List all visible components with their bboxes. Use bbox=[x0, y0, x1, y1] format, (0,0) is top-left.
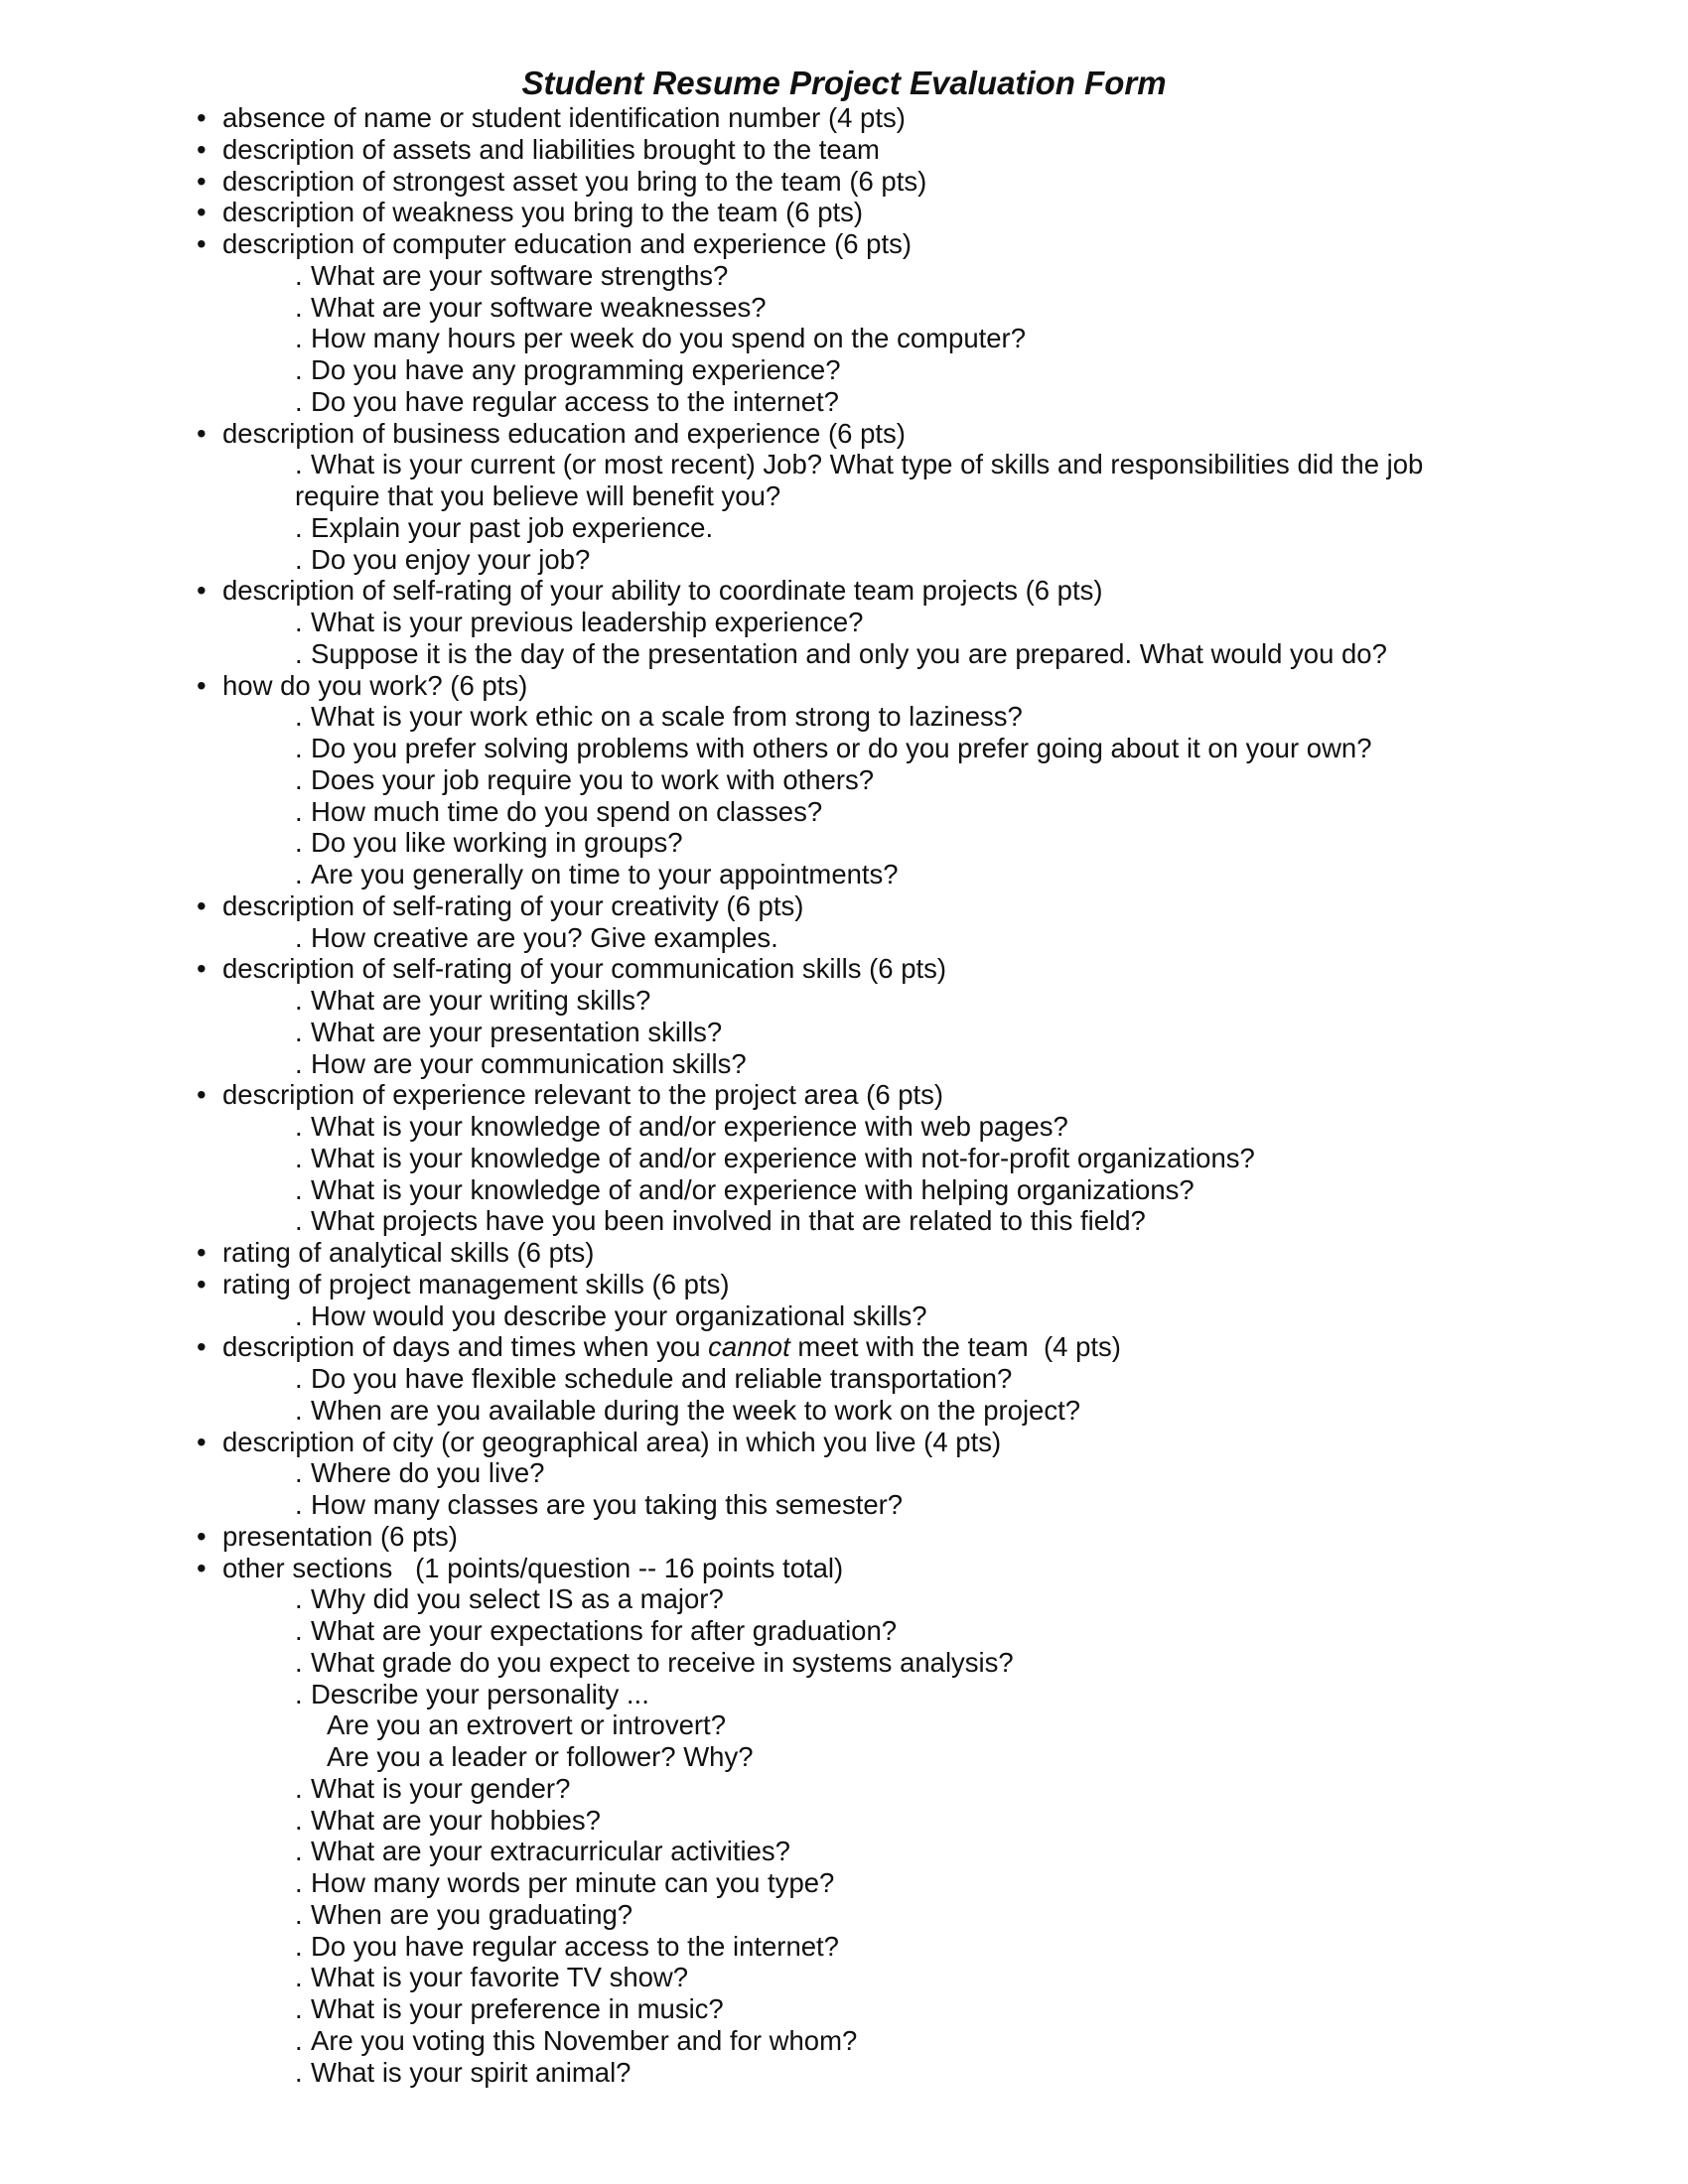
sub-question-text: Do you have regular access to the internet? bbox=[311, 385, 839, 417]
sub-marker: . bbox=[295, 291, 303, 323]
sub-question-list bbox=[0, 449, 1688, 575]
sub-marker: . bbox=[295, 1047, 303, 1079]
sub-question bbox=[0, 1048, 1437, 1080]
criterion-item bbox=[0, 890, 1688, 954]
sub-marker: . bbox=[295, 1962, 303, 1993]
sub-question-text: What are your hobbies? bbox=[311, 1804, 601, 1836]
criterion-text: description of weakness you bring to the team (6 pts) bbox=[222, 197, 864, 228]
sub-marker: . bbox=[295, 1173, 303, 1205]
criterion-text: presentation (6 pts) bbox=[222, 1520, 458, 1552]
sub-marker: . bbox=[295, 921, 303, 953]
sub-question-list bbox=[0, 701, 1688, 890]
sub-question bbox=[0, 512, 1437, 544]
sub-question bbox=[0, 859, 1437, 890]
criterion-item bbox=[0, 102, 1688, 134]
sub-question bbox=[0, 1773, 1437, 1805]
sub-marker: . bbox=[295, 511, 303, 543]
sub-question-list bbox=[0, 607, 1688, 670]
sub-question bbox=[0, 386, 1437, 418]
sub-question bbox=[0, 701, 1437, 733]
criterion-item bbox=[0, 1269, 1688, 1332]
criterion-text: description of business education and experience (6 pts) bbox=[222, 417, 906, 449]
sub-question-text: What are your software weaknesses? bbox=[311, 291, 767, 323]
sub-question-text: What projects have you been involved in that are related to this field? bbox=[311, 1205, 1146, 1237]
sub-question bbox=[0, 1457, 1437, 1489]
sub-marker: . bbox=[295, 449, 303, 480]
sub-question-detail: Are you an extrovert or introvert? bbox=[327, 1709, 726, 1741]
bullet-icon: • bbox=[197, 1079, 207, 1111]
sub-question-text: What is your favorite TV show? bbox=[311, 1962, 689, 1993]
sub-question bbox=[0, 260, 1437, 292]
criterion-text: description of self-rating of your creativity (6 pts) bbox=[222, 889, 804, 921]
sub-marker: . bbox=[295, 1583, 303, 1615]
sub-question-text: What is your current (or most recent) Job? What type of skills and responsibilities did the job require that you believe will benefit you? bbox=[295, 449, 1424, 511]
sub-marker: . bbox=[295, 323, 303, 354]
sub-question-text: What is your knowledge of and/or experience with not-for-profit organizations? bbox=[311, 1142, 1255, 1173]
sub-question bbox=[0, 1993, 1437, 2025]
criterion-text: description of assets and liabilities brought to the team bbox=[222, 133, 880, 165]
sub-question-text: Are you generally on time to your appointments? bbox=[311, 859, 899, 889]
sub-marker: . bbox=[295, 2056, 303, 2088]
criterion-item bbox=[0, 228, 1688, 418]
sub-question bbox=[0, 922, 1437, 954]
criteria-list bbox=[0, 102, 1688, 2088]
bullet-icon: • bbox=[197, 1426, 207, 1457]
criterion-item bbox=[0, 575, 1688, 669]
criterion-text bbox=[222, 1331, 1121, 1362]
sub-marker: . bbox=[295, 733, 303, 763]
sub-marker: . bbox=[295, 259, 303, 291]
criterion-text: description of self-rating of your communication skills (6 pts) bbox=[222, 953, 947, 985]
criterion-text-emphasis: cannot bbox=[708, 1331, 790, 1363]
sub-question bbox=[0, 1395, 1437, 1427]
criterion-item bbox=[0, 670, 1688, 890]
sub-marker: . bbox=[295, 1205, 303, 1237]
sub-question-text: Are you voting this November and for whom? bbox=[311, 2024, 858, 2056]
criterion-item bbox=[0, 166, 1688, 198]
sub-question-detail: Are you a leader or follower? Why? bbox=[327, 1741, 754, 1772]
sub-marker: . bbox=[295, 1993, 303, 2024]
sub-question bbox=[0, 2057, 1437, 2089]
sub-marker: . bbox=[295, 1772, 303, 1804]
sub-question-text: What are your software strengths? bbox=[311, 259, 729, 291]
sub-question bbox=[0, 1679, 1437, 1710]
bullet-icon: • bbox=[197, 1331, 207, 1363]
criterion-item bbox=[0, 1237, 1688, 1269]
sub-question bbox=[0, 1363, 1437, 1395]
criterion-text: other sections (1 points/question -- 16 points total) bbox=[222, 1552, 844, 1583]
criterion-item bbox=[0, 418, 1688, 576]
sub-question bbox=[0, 796, 1437, 828]
criterion-item bbox=[0, 953, 1688, 1079]
sub-question bbox=[0, 764, 1437, 796]
sub-question-text: How are your communication skills? bbox=[311, 1047, 747, 1079]
sub-question-text: What is your previous leadership experience? bbox=[311, 607, 864, 637]
bullet-icon: • bbox=[197, 889, 207, 921]
bullet-icon: • bbox=[197, 102, 207, 133]
sub-marker: . bbox=[295, 1804, 303, 1836]
bullet-icon: • bbox=[197, 417, 207, 449]
sub-question-text: Do you prefer solving problems with others or do you prefer going about it on your own? bbox=[311, 733, 1372, 763]
sub-question bbox=[0, 323, 1437, 354]
criterion-item bbox=[0, 1553, 1688, 2089]
sub-question bbox=[0, 1143, 1437, 1174]
bullet-icon: • bbox=[197, 1552, 207, 1583]
sub-question-text: Explain your past job experience. bbox=[311, 511, 714, 543]
sub-question-text: Do you have any programming experience? bbox=[311, 354, 841, 385]
criterion-item bbox=[0, 197, 1688, 228]
bullet-icon: • bbox=[197, 953, 207, 985]
sub-question bbox=[0, 1111, 1437, 1143]
sub-question-text: How creative are you? Give examples. bbox=[311, 921, 778, 953]
sub-marker: . bbox=[295, 763, 303, 795]
sub-question bbox=[0, 607, 1437, 638]
sub-question-text: What are your extracurricular activities? bbox=[311, 1836, 790, 1867]
criterion-text: description of strongest asset you bring to the team (6 pts) bbox=[222, 165, 927, 197]
sub-marker: . bbox=[295, 1836, 303, 1867]
sub-question-text: Describe your personality ... bbox=[311, 1678, 649, 1709]
sub-marker: . bbox=[295, 607, 303, 637]
sub-question-text: What is your preference in music? bbox=[311, 1993, 724, 2024]
sub-marker: . bbox=[295, 1898, 303, 1930]
sub-question bbox=[0, 733, 1437, 764]
bullet-icon: • bbox=[197, 133, 207, 165]
sub-marker: . bbox=[295, 1615, 303, 1646]
criterion-text-start: description of days and times when you bbox=[222, 1331, 709, 1363]
sub-marker: . bbox=[295, 1016, 303, 1047]
sub-question bbox=[0, 1174, 1437, 1206]
sub-question-text: Suppose it is the day of the presentation and only you are prepared. What would you do? bbox=[311, 637, 1387, 669]
sub-question-text: How much time do you spend on classes? bbox=[311, 795, 823, 827]
sub-marker: . bbox=[295, 1678, 303, 1709]
sub-marker: . bbox=[295, 354, 303, 385]
sub-marker: . bbox=[295, 827, 303, 859]
sub-question bbox=[0, 1836, 1437, 1867]
sub-question bbox=[0, 2025, 1437, 2057]
criterion-text: rating of project management skills (6 pts) bbox=[222, 1268, 730, 1299]
sub-question-list bbox=[0, 922, 1688, 954]
sub-question bbox=[0, 1615, 1437, 1647]
criterion-text: how do you work? (6 pts) bbox=[222, 669, 528, 701]
criterion-text: rating of analytical skills (6 pts) bbox=[222, 1237, 595, 1268]
sub-question-text: Do you have regular access to the internet? bbox=[311, 1930, 839, 1962]
bullet-icon: • bbox=[197, 1520, 207, 1552]
criterion-item bbox=[0, 1331, 1688, 1426]
sub-question-text: Do you have flexible schedule and reliable transportation? bbox=[311, 1363, 1013, 1394]
sub-marker: . bbox=[295, 1394, 303, 1426]
sub-question-list bbox=[0, 985, 1688, 1079]
page-title: Student Resume Project Evaluation Form bbox=[521, 65, 1167, 101]
criterion-text: description of experience relevant to the project area (6 pts) bbox=[222, 1079, 944, 1111]
sub-question-text: How would you describe your organizational skills? bbox=[311, 1299, 927, 1331]
sub-question-text: How many classes are you taking this semester? bbox=[311, 1489, 904, 1520]
sub-marker: . bbox=[295, 385, 303, 417]
sub-question bbox=[0, 1899, 1437, 1931]
sub-question-list bbox=[0, 260, 1688, 418]
criterion-text: description of self-rating of your ability to coordinate team projects (6 pts) bbox=[222, 575, 1103, 607]
sub-marker: . bbox=[295, 1457, 303, 1489]
sub-marker: . bbox=[295, 985, 303, 1016]
sub-question bbox=[0, 1017, 1437, 1048]
sub-marker: . bbox=[295, 1111, 303, 1142]
sub-question-text: What is your gender? bbox=[311, 1772, 571, 1804]
sub-marker: . bbox=[295, 701, 303, 733]
sub-question bbox=[0, 1805, 1437, 1837]
sub-question-text: What is your work ethic on a scale from strong to laziness? bbox=[311, 701, 1023, 733]
sub-question-text: How many hours per week do you spend on the computer? bbox=[311, 323, 1026, 354]
sub-marker: . bbox=[295, 2024, 303, 2056]
sub-question-text: When are you graduating? bbox=[311, 1898, 633, 1930]
criterion-item bbox=[0, 1521, 1688, 1553]
sub-marker: . bbox=[295, 1930, 303, 1962]
bullet-icon: • bbox=[197, 669, 207, 701]
sub-question-list bbox=[0, 1457, 1688, 1521]
sub-question-text: Where do you live? bbox=[311, 1457, 545, 1489]
sub-question-list bbox=[0, 1583, 1688, 2088]
sub-question bbox=[0, 1583, 1437, 1615]
sub-question-text: What is your spirit animal? bbox=[311, 2056, 632, 2088]
sub-question bbox=[0, 827, 1437, 859]
sub-marker: . bbox=[295, 543, 303, 575]
sub-marker: . bbox=[295, 795, 303, 827]
sub-question-text: Do you enjoy your job? bbox=[311, 543, 591, 575]
sub-question-text: What are your writing skills? bbox=[311, 985, 651, 1016]
sub-question-text: Do you like working in groups? bbox=[311, 827, 683, 859]
sub-marker: . bbox=[295, 1299, 303, 1331]
sub-question bbox=[0, 1300, 1437, 1332]
sub-question bbox=[0, 1489, 1437, 1521]
sub-marker: . bbox=[295, 1867, 303, 1898]
criterion-item bbox=[0, 134, 1688, 166]
bullet-icon: • bbox=[197, 197, 207, 228]
criterion-item bbox=[0, 1427, 1688, 1521]
sub-question-text: Does your job require you to work with others? bbox=[311, 763, 875, 795]
sub-marker: . bbox=[295, 1646, 303, 1678]
sub-question-text: Why did you select IS as a major? bbox=[311, 1583, 724, 1615]
sub-marker: . bbox=[295, 1363, 303, 1394]
bullet-icon: • bbox=[197, 1268, 207, 1299]
sub-question-text: What are your expectations for after graduation? bbox=[311, 1615, 898, 1646]
sub-question bbox=[0, 354, 1437, 386]
sub-question bbox=[0, 449, 1437, 512]
sub-marker: . bbox=[295, 859, 303, 889]
sub-marker: . bbox=[295, 1489, 303, 1520]
sub-question bbox=[0, 544, 1437, 576]
sub-question bbox=[0, 1205, 1437, 1237]
sub-question-text: What are your presentation skills? bbox=[311, 1016, 723, 1047]
bullet-icon: • bbox=[197, 228, 207, 259]
sub-question-text: What is your knowledge of and/or experience with web pages? bbox=[311, 1111, 1068, 1142]
sub-question-list bbox=[0, 1300, 1688, 1332]
sub-question-text: What grade do you expect to receive in systems analysis? bbox=[311, 1646, 1014, 1678]
sub-question bbox=[0, 638, 1437, 670]
bullet-icon: • bbox=[197, 1237, 207, 1268]
bullet-icon: • bbox=[197, 165, 207, 197]
sub-marker: . bbox=[295, 637, 303, 669]
criterion-text: description of computer education and experience (6 pts) bbox=[222, 228, 913, 259]
criterion-item bbox=[0, 1079, 1688, 1237]
sub-question bbox=[0, 292, 1437, 324]
criterion-text-end: meet with the team (4 pts) bbox=[789, 1331, 1121, 1363]
sub-question bbox=[0, 1647, 1437, 1679]
sub-question bbox=[0, 1962, 1437, 1993]
sub-question bbox=[0, 985, 1437, 1017]
sub-question-text: How many words per minute can you type? bbox=[311, 1867, 835, 1898]
sub-question-list bbox=[0, 1111, 1688, 1237]
sub-question bbox=[0, 1867, 1437, 1899]
sub-question-text: What is your knowledge of and/or experience with helping organizations? bbox=[311, 1173, 1195, 1205]
sub-question bbox=[0, 1931, 1437, 1963]
sub-question-list bbox=[0, 1363, 1688, 1427]
sub-question-text: When are you available during the week to work on the project? bbox=[311, 1394, 1081, 1426]
criterion-text: description of city (or geographical area) in which you live (4 pts) bbox=[222, 1426, 1002, 1457]
sub-marker: . bbox=[295, 1142, 303, 1173]
criterion-text: absence of name or student identification number (4 pts) bbox=[222, 102, 906, 133]
bullet-icon: • bbox=[197, 575, 207, 607]
